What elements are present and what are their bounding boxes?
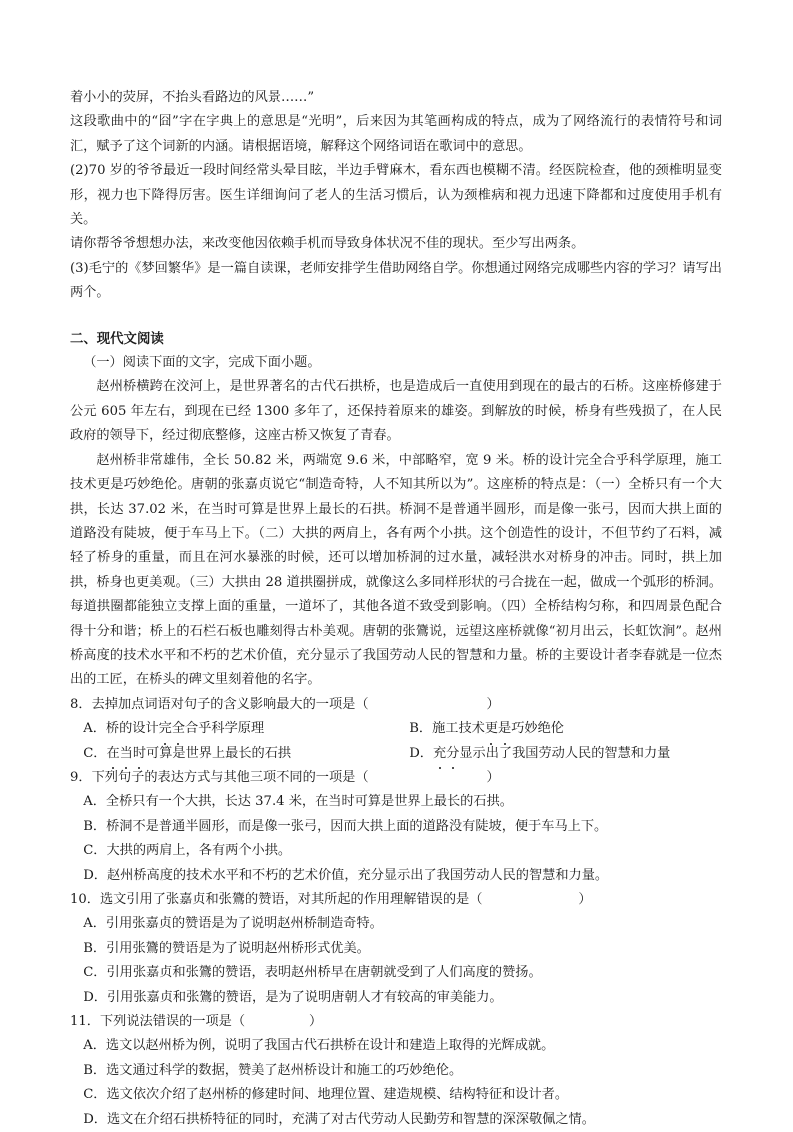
question-10-option-c[interactable] [70, 961, 722, 985]
paragraph-grandfather-case: (2)70 岁的爷爷最近一段时间经常头晕目眩，半边手臂麻木，看东西也模糊不清。经医院检查，他的颈椎明显变形，视力也下降得厉害。医生详细询问了老人的生活习惯后，认为颈椎病和视力迅速下降都和过度使用手机有关。 [70, 163, 722, 228]
q11-option-b-text: 选文通过科学的数据，赞美了赵州桥设计和施工的巧妙绝伦。 [106, 1062, 463, 1078]
q10-option-b-text: 引用张鷟的赞语是为了说明赵州桥形式优美。 [106, 940, 370, 956]
question-8-text: 去掉加点词语对句子的含义影响最大的一项是（ [91, 696, 369, 712]
question-11-option-b[interactable] [70, 1059, 722, 1083]
q11-option-d-text: 选文在介绍石拱桥特征的同时，充满了对古代劳动人民勤劳和智慧的深深敬佩之情。 [106, 1111, 595, 1127]
option-a-post: 合乎科学原理 [185, 721, 265, 737]
question-8-option-a[interactable] [70, 717, 396, 741]
question-11-stem [70, 1010, 722, 1034]
option-b-label: B． [409, 721, 433, 737]
question-8-number: 8． [70, 696, 92, 712]
question-10-close-paren: ） [578, 892, 592, 907]
section-heading-modern-reading: 二、现代文阅读 [70, 330, 164, 347]
question-11-option-c[interactable] [70, 1083, 722, 1107]
option-d-post: 显示出了我国劳动人民的智慧和力量 [459, 745, 671, 761]
q10-option-a-text: 引用张嘉贞的赞语是为了说明赵州桥制造奇特。 [105, 916, 383, 932]
question-10-option-b[interactable] [70, 937, 722, 961]
q9-option-a-label: A． [83, 794, 106, 810]
q10-option-d-text: 引用张嘉贞和张鷟的赞语，是为了说明唐朝人才有较高的审美能力。 [106, 989, 503, 1005]
question-9-stem [70, 766, 722, 790]
question-10-option-a[interactable] [70, 912, 722, 936]
passage-paragraph-2: 赵州桥非常雄伟，全长 50.82 米，两端宽 9.6 米，中部略窄，宽 9 米。桥的设计完全合乎科学原理，施工技术更是巧妙绝伦。唐朝的张嘉贞说它“制造奇特，人不知其所以为”。这座桥的特点是：（一）全桥只有一个大拱，长达 37.02 米，在当时可算是世界上最长的石拱。桥洞不是普通半圆形，而是像一张弓，因而大拱上面的道路没有陡坡，便于车马上下。（二）大拱的两肩上，各有两个小拱。这个创造性的设计，不但节约了石料，减轻了桥身的重量，而且在河水暴涨的时候，还可以增加桥洞的过水量，减轻洪水对桥身的冲击。同时，拱上加拱，桥身也更美观。（三）大拱由 28 道拱圈拼成，就像这么多同样形状的弓合拢在一起，做成一个弧形的桥洞。每道拱圈都能独立支撑上面的重量，一道坏了，其他各道不致受到影响。（四）全桥结构匀称，和四周景色配合得十分和谐；桥上的石栏石板也雕刻得古朴美观。唐朝的张鷟说，远望这座桥就像“初月出云，长虹饮涧”。赵州桥高度的技术水平和不朽的艺术价值，充分显示了我国劳动人民的智慧和力量。桥的主要设计者李春就是一位杰出的工匠，在桥头的碑文里刻着他的名字。 [70, 452, 722, 688]
option-b-pre: 施工技术 [432, 721, 485, 737]
option-d-emphasis: 充分 [433, 746, 459, 761]
option-c-emphasis: 在当时 [106, 746, 146, 761]
continuation-line: 着小小的荧屏，不抬头看路边的风景……” [70, 90, 315, 105]
sub-heading-part-one: （一）阅读下面的文字，完成下面小题。 [83, 355, 321, 371]
question-10-stem [70, 888, 722, 912]
document-body [70, 86, 722, 1132]
q10-option-a-label: A． [83, 916, 106, 932]
q10-option-c-label: C． [83, 965, 107, 981]
option-b-emphasis: 更是 [485, 721, 511, 736]
paragraph-song-explanation: 这段歌曲中的“囧”字在字典上的意思是“光明”，后来因为其笔画构成的特点，成为了网络流行的表情符号和词汇，赋予了这个词新的内涵。请根据语境，解释这个网络词语在歌词中的意思。 [70, 114, 722, 154]
q9-option-c-label: C． [83, 843, 107, 859]
question-8-option-b[interactable] [396, 717, 722, 741]
question-9-option-a[interactable] [70, 790, 722, 814]
q11-option-a-text: 选文以赵州桥为例，说明了我国古代石拱桥在设计和建造上取得的光辉成就。 [105, 1038, 555, 1054]
question-11-text: 下列说法错误的一项是（ [99, 1014, 246, 1030]
question-9-number: 9． [70, 769, 92, 785]
q10-option-c-text: 引用张嘉贞和张鷟的赞语，表明赵州桥早在唐朝就受到了人们高度的赞扬。 [106, 965, 542, 981]
question-9-option-b[interactable] [70, 815, 722, 839]
option-c-label: C． [83, 745, 107, 761]
question-11-close-paren: ） [309, 1014, 323, 1030]
question-11-number: 11． [70, 1014, 100, 1030]
question-8-options-row-1 [70, 717, 722, 741]
q9-option-c-text: 大拱的两肩上，各有两个小拱。 [106, 843, 292, 859]
option-a-emphasis: 完全 [159, 721, 185, 736]
q10-option-b-label: B． [83, 940, 107, 956]
question-11-option-d[interactable] [70, 1108, 722, 1132]
q9-option-d-text: 赵州桥高度的技术水平和不朽的艺术价值，充分显示出了我国劳动人民的智慧和力量。 [106, 867, 609, 883]
q9-option-b-text: 桥洞不是普通半圆形，而是像一张弓，因而大拱上面的道路没有陡坡，便于车马上下。 [106, 818, 608, 834]
q11-option-c-label: C． [83, 1087, 107, 1103]
option-b-post: 巧妙绝伦 [511, 721, 564, 737]
q9-option-a-text: 全桥只有一个大拱，长达 37.4 米，在当时可算是世界上最长的石拱。 [105, 794, 513, 810]
question-10-number: 10． [70, 892, 100, 907]
question-9-text: 下列句子的表达方式与其他三项不同的一项是（ [91, 769, 369, 785]
option-c-post: 可算是世界上最长的石拱 [146, 745, 292, 761]
paragraph-help-request: 请你帮爷爷想想办法，来改变他因依赖手机而导致身体状况不佳的现状。至少写出两条。 [70, 236, 585, 252]
question-8-option-d[interactable] [396, 742, 722, 766]
q11-option-d-label: D． [83, 1111, 107, 1127]
q9-option-d-label: D． [83, 867, 107, 883]
q9-option-b-label: B． [83, 818, 107, 834]
question-8-close-paren: ） [486, 696, 500, 712]
question-9-option-c[interactable] [70, 839, 722, 863]
question-11-option-a[interactable] [70, 1034, 722, 1058]
q10-option-d-label: D． [83, 989, 107, 1005]
paragraph-self-study: (3)毛宁的《梦回繁华》是一篇自读课，老师安排学生借助网络自学。你想通过网络完成哪些内容的学习？请写出两个。 [70, 260, 722, 301]
option-a-pre: 桥的设计 [105, 721, 159, 737]
question-8-options-row-2 [70, 742, 722, 766]
question-8-stem [70, 693, 722, 717]
option-a-label: A． [83, 721, 106, 737]
question-10-option-d[interactable] [70, 986, 722, 1010]
option-d-label: D． [409, 745, 433, 761]
question-9-option-d[interactable] [70, 864, 722, 888]
question-8-option-c[interactable] [70, 742, 396, 766]
q11-option-a-label: A． [83, 1038, 106, 1054]
q11-option-b-label: B． [83, 1062, 107, 1078]
passage-paragraph-1: 赵州桥横跨在洨河上，是世界著名的古代石拱桥，也是造成后一直使用到现在的最古的石桥。这座桥修建于公元 605 年左右，到现在已经 1300 多年了，还保持着原来的雄姿。到解放的时候，桥身有些残损了，在人民政府的领导下，经过彻底整修，这座古桥又恢复了青春。 [70, 379, 722, 444]
q11-option-c-text: 选文依次介绍了赵州桥的修建时间、地理位置、建造规模、结构特征和设计者。 [106, 1087, 569, 1103]
question-10-text: 选文引用了张嘉贞和张鷟的赞语，对其所起的作用理解错误的是（ [99, 892, 483, 907]
question-9-close-paren: ） [486, 769, 500, 785]
